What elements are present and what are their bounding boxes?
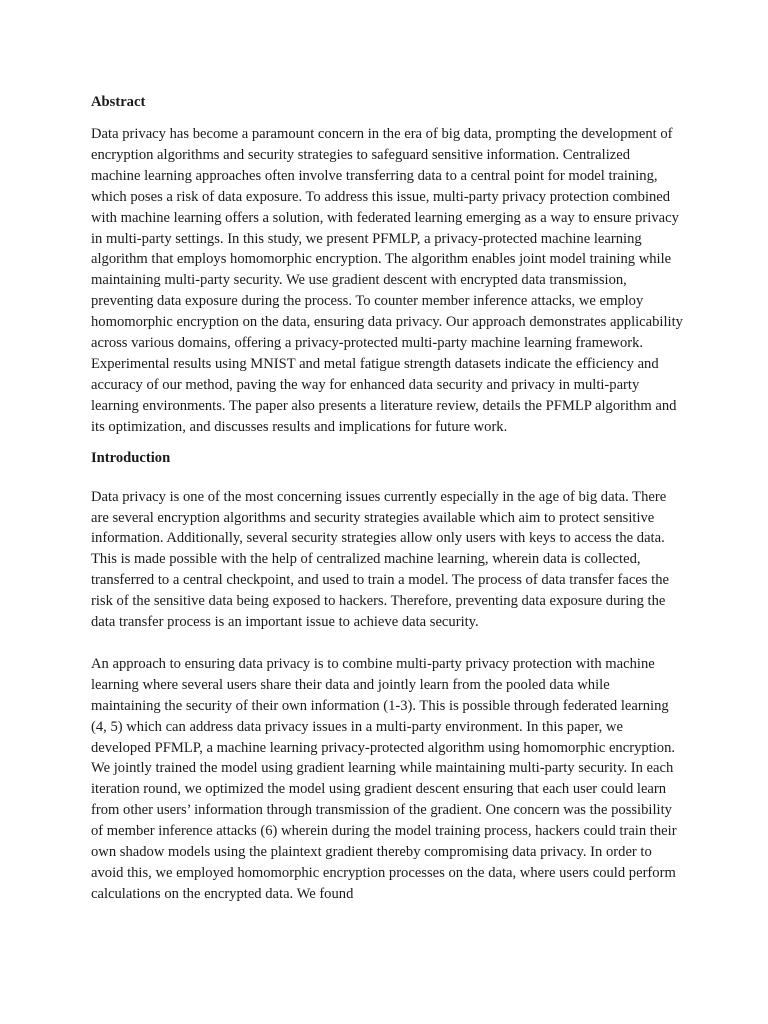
introduction-heading: Introduction xyxy=(91,449,171,466)
document-page xyxy=(91,92,683,905)
introduction-paragraph-1: Data privacy is one of the most concerning issues currently especially in the age of big data. There are several encryption algorithms and security strategies available which aim to protect sensitive information. Additionally, several security strategies allow only users with keys to access the data. This is made possible with the help of centralized machine learning, wherein data is collected, transferred to a central checkpoint, and used to train a model. The process of data transfer faces the risk of the sensitive data being exposed to hackers. Therefore, preventing data exposure during the data transfer process is an important issue to achieve data security. xyxy=(91,488,669,631)
introduction-paragraph-2: An approach to ensuring data privacy is to combine multi-party privacy protection with machine learning where several users share their data and jointly learn from the pooled data while maintaining the security of their own information (1-3). This is possible through federated learning (4, 5) which can address data privacy issues in a multi-party environment. In this paper, we developed PFMLP, a machine learning privacy-protected algorithm using homomorphic encryption. We jointly trained the model using gradient learning while maintaining multi-party security. In each iteration round, we optimized the model using gradient descent ensuring that each user could learn from other users’ information through transmission of the gradient. One concern was the possibility of member inference attacks (6) wherein during the model training process, hackers could train their own shadow models using the plaintext gradient thereby compromising data privacy. In order to avoid this, we employed homomorphic encryption processes on the data, where users could perform calculations on the encrypted data. We found xyxy=(91,655,677,902)
abstract-heading: Abstract xyxy=(91,94,146,110)
abstract-paragraph: Data privacy has become a paramount concern in the era of big data, prompting the development of encryption algorithms and security strategies to safeguard sensitive information. Centralized machine learning approaches often involve transferring data to a central point for model training, which poses a risk of data exposure. To address this issue, multi-party privacy protection combined with machine learning offers a solution, with federated learning emerging as a way to ensure privacy in multi-party settings. In this study, we present PFMLP, a privacy-protected machine learning algorithm that employs homomorphic encryption. The algorithm enables joint model training while maintaining multi-party security. We use gradient descent with encrypted data transmission, preventing data exposure during the process. To counter member inference attacks, we employ homomorphic encryption on the data, ensuring data privacy. Our approach demonstrates applicability across various domains, offering a privacy-protected multi-party machine learning framework. Experimental results using MNIST and metal fatigue strength datasets indicate the efficiency and accuracy of our method, paving the way for enhanced data security and privacy in multi-party learning environments. The paper also presents a literature review, details the PFMLP algorithm and its optimization, and discusses results and implications for future work. xyxy=(91,126,683,435)
